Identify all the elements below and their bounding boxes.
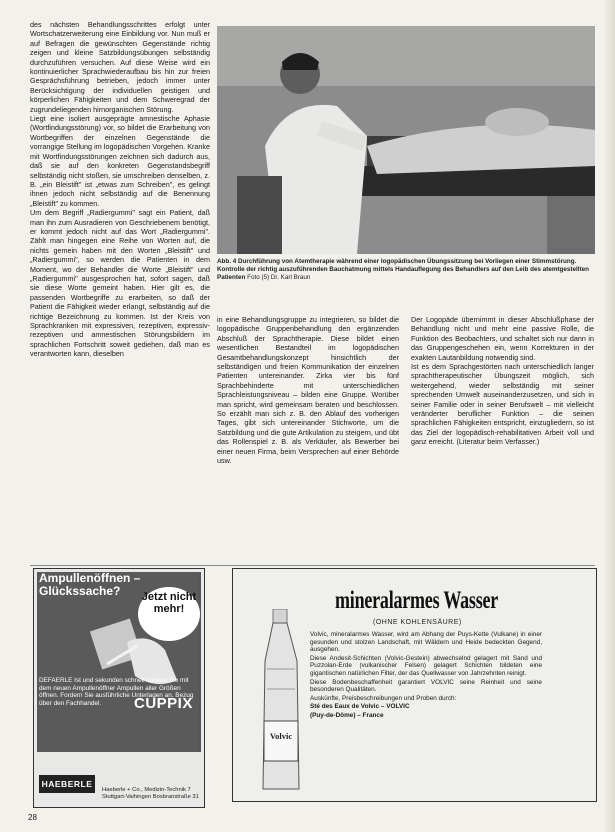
volvic-paragraph: Volvic, mineralarmes Wasser, wird am Abhang der Puys-Kette (Vulkane) in einer gesunden und stolzen Landschaft, mit Wäldern und Heide bedeckten Gegend, ausgehen. (310, 631, 542, 654)
figure-caption (217, 258, 595, 281)
article-paragraph: in eine Behandlungsgruppe zu integrieren, so bildet die logopädische Gruppenbehandlung den ergänzenden Abschluß der Sprachtherapie. Diese bildet einen wesentlichen Bestandteil im logopädischen Gesamtbehandlungskonzept hinsichtlich der selbständigen und freien Kommunikation der einzelnen Patienten untereinander. Zirka vier bis fünf Sprachbehinderte mit unterschiedlichen Sprachleistungsniveau – bilden eine Gruppe. Worüber man spricht, wird gemeinsam beraten und beschlossen. So erzählt man sich z. B. den Ablauf des vorherigen Tages, gibt sich untereinander Stichworte, um die Satzbildung und die gute Artikulation zu steigern, und übt das Rollenspiel z. B. als Verkäufer, als Bewerber bei einer neuen Firma, beim Versprechen auf einer Behörde usw. (217, 315, 399, 466)
article-paragraph: Liegt eine isoliert ausgeprägte amnestische Aphasie (Wortfindungsstörung) vor, so bildet die Erarbeitung von Wortbegriffen der einzelnen Gegenstände die vorrangige Stellung im logopädischen Vorgehen. Kranke mit Wortfindungsstörungen zeichnen sich dadurch aus, daß sie auf den konkreten Gegenstandsbegriff selbständig nicht stoßen, sie umschreiben denselben, z. B. „ein Bleistift" ist „etwas zum Schreiben", es gelingt ihnen jedoch nicht selbständig auf die Benennung „Bleistift" zu kommen. (30, 114, 210, 208)
volvic-paragraph: Diese Bodenbeschaffenheit garantiert VOLVIC seine Reinheit und seine besonderen Qualitäten. (310, 678, 542, 694)
therapy-photo (217, 26, 595, 254)
ad-headline: Ampullenöffnen – Glückssache? (39, 571, 141, 598)
ad-burst-badge: Jetzt nicht mehr! (138, 587, 200, 641)
bottle-label: Volvic (269, 731, 293, 741)
article-column-3 (411, 315, 594, 520)
cuppix-advertisement (33, 568, 205, 808)
article-paragraph: Um dem Begriff „Radiergummi" sagt ein Patient, daß man ihn zum Ausradieren von Geschriebenem benötigt, er kommt jedoch nicht auf das Wort „Radiergummi". Zählt man hingegen eine Reihe von Worten auf, die nichts gemein haben mit den Worten „Bleistift" und „Radiergummi", so werden die Patienten in dem Moment, wo der Behandler die Worte „Bleistift" und „Radiergummi" ausgesprochen hat, sofort sagen, daß sie diese Worte gemeint haben. Hier gilt es, die passenden Wortbegriffe zu erarbeiten, so daß der Patient die Fähigkeit wieder erlangt, selbständig auf die richtige Bezeichnung zu kommen. Ist der Kreis von Sprachkranken mit expressiven, rezeptiven, expressiv-rezeptiven und amnestischen Störungsbildern im sprachlichen Fortschritt soweit gediehen, daß man es verantworten kann, dieselben (30, 208, 210, 359)
article-paragraph: Der Logopäde übernimmt in dieser Abschlußphase der Behandlung nicht und mehr eine passive Rolle, die Funktion des Beobachters, und schaltet sich nur dann in das Gruppengeschehen ein, wenn Korrekturen in der exakten Lautanbildung notwendig sind. (411, 315, 594, 362)
article-paragraph: des nächsten Behandlungsschrittes erfolgt unter Wortschatzerweiterung eine Einbildung vor. Nun muß er auf Befragen die gewünschten Gegenstände richtig zeigen und kleine Satzbildungsübungen selbständig durchzuführen versuchen. Auf diese Weise wird ein kontinuierlicher Sprachwiederaufbau bis hin zur freien Gesprächsführung betrieben, jedoch immer unter Berücksichtigung der individuellen geistigen und körperlichen Fähigkeiten und dem Schweregrad der zugrundeliegenden hirnorganischen Störung. (30, 20, 210, 114)
article-column-2 (217, 315, 399, 562)
water-bottle-illustration (253, 609, 309, 794)
ad-body-text: DEFAERLE Ist und sekunden schnell können Sie mit dem neuen Ampullenöffner Ampullen aller Größen öffnen. Fordern Sie ausführliche Unterlagen an. Bezug über den Fachhandel. (39, 677, 194, 707)
ad-address: Haeberle + Co., Medizin-Technik 7 Stuttgart-Vaihingen Bosbranstraße 31 (102, 787, 199, 800)
haeberle-logo: HAEBERLE (39, 775, 95, 793)
page-edge-shadow (603, 0, 615, 832)
page-number: 28 (28, 813, 37, 822)
caption-text: Abb. 4 Durchführung von Atemtherapie während einer logopädischen Übungssitzung bei Vorliegen einer Stimmstörung. Kontrolle der richtig auszuführenden Bauchatmung mittels Handauflegung des Behandlers auf den Leib des atemtgestellten Patienten (217, 258, 589, 281)
volvic-advertisement (232, 568, 597, 802)
section-divider (30, 565, 595, 566)
volvic-paragraph: Auskünfte, Preisbeschreibungen und Proben durch: (310, 694, 457, 702)
volvic-paragraph: Diese Andesit-Schichten (Volvic-Gestein) abwechselnd gelagert mit Sand und Puzzolan-Erde (vulkanischer Felsen) gelagert Schichten bildeten eine gigantischen natürlichen Filter, der das Quellwasser von Jahrzehnten reinigt. (310, 654, 542, 677)
article-column-1 (30, 20, 210, 562)
volvic-body (310, 631, 542, 721)
article-paragraph: Ist es dem Sprachgestörten nach unterschiedlich langer sprachtherapeutischer Übungszeit möglich, sich weitergehend, wieder selbständig mit seiner sprechenden Umwelt auseinanderzusetzen, und sich in seiner Familie oder in seiner Berufswelt – mit vielleicht veränderter beruflicher Funktion – die seinen sprachlichen Fähigkeiten entspricht, einzugliedern, so ist das Ziel der logopädisch-rehabilitativen Arbeit voll und ganz erreicht. (Literatur beim Verfasser.) (411, 362, 594, 447)
volvic-company: Sté des Eaux de Volvic – VOLVIC (310, 703, 410, 711)
photo-illustration (217, 26, 595, 254)
volvic-title: mineralarmes Wasser (335, 587, 499, 614)
cuppix-brand-text: CUPPIX (134, 695, 193, 712)
photo-credit: Foto (5) Dr. Karl Braun (247, 273, 311, 281)
volvic-subtitle: (OHNE KOHLENSÄURE) (373, 619, 462, 626)
volvic-region: (Puy-de-Dôme) – France (310, 711, 384, 719)
